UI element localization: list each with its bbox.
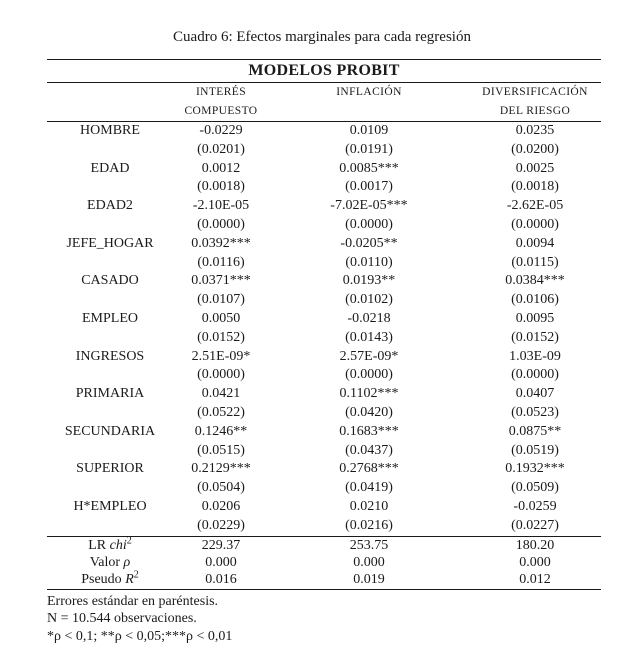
variable-row bbox=[47, 498, 601, 517]
coefficient-value: -2.62E-05 bbox=[506, 198, 564, 214]
variable-row bbox=[47, 160, 601, 179]
variable-label: HOMBRE bbox=[80, 123, 140, 138]
note-observations: N = 10.544 observaciones. bbox=[47, 611, 197, 627]
stderr-value: (0.0106) bbox=[511, 292, 559, 308]
coefficient-value: 0.0407 bbox=[515, 386, 555, 402]
coefficient-value: 0.0025 bbox=[515, 160, 555, 176]
column-header-inflacion: INFLACIÓN bbox=[336, 86, 402, 98]
summary-value: 229.37 bbox=[173, 536, 269, 554]
summary-label-prefix: LR bbox=[88, 537, 110, 553]
stderr-value: (0.0519) bbox=[511, 442, 559, 458]
coefficient-value: 0.0371*** bbox=[191, 273, 251, 289]
stderr-value: (0.0229) bbox=[197, 517, 245, 533]
regression-table bbox=[47, 59, 601, 590]
group-header-row bbox=[47, 60, 601, 83]
column-header-compuesto: COMPUESTO bbox=[173, 102, 269, 122]
stderr-value: (0.0018) bbox=[197, 179, 245, 195]
coefficient-value: -0.0218 bbox=[347, 310, 391, 326]
coefficient-value: 0.0012 bbox=[201, 160, 241, 176]
summary-value: 0.012 bbox=[519, 572, 551, 588]
stderr-value: (0.0107) bbox=[197, 292, 245, 308]
column-header-row-1 bbox=[47, 83, 601, 103]
stderr-row bbox=[47, 254, 601, 273]
stderr-value: (0.0115) bbox=[511, 254, 559, 270]
stderr-row bbox=[47, 366, 601, 385]
empty-cell bbox=[47, 141, 173, 160]
table-summary bbox=[47, 536, 601, 589]
stderr-value: (0.0504) bbox=[197, 480, 245, 496]
variable-row bbox=[47, 122, 601, 141]
stderr-value: (0.0515) bbox=[197, 442, 245, 458]
stderr-row bbox=[47, 517, 601, 536]
note-significance: *ρ < 0,1; **ρ < 0,05;***ρ < 0,01 bbox=[47, 628, 233, 644]
coefficient-value: 0.0384*** bbox=[505, 273, 565, 289]
coefficient-value: 0.0085*** bbox=[339, 160, 399, 176]
summary-label-superscript: 2 bbox=[126, 534, 132, 546]
stderr-row bbox=[47, 404, 601, 423]
coefficient-value: 0.0210 bbox=[349, 498, 389, 514]
coefficient-value: 0.0095 bbox=[515, 310, 555, 326]
stderr-value: (0.0000) bbox=[197, 367, 245, 383]
stderr-value: (0.0509) bbox=[511, 480, 559, 496]
note-std-errors: Errores estándar en paréntesis. bbox=[47, 593, 219, 609]
stderr-value: (0.0152) bbox=[197, 329, 245, 345]
stderr-row bbox=[47, 442, 601, 461]
column-header-empty bbox=[47, 102, 173, 122]
stderr-value: (0.0000) bbox=[345, 367, 393, 383]
variable-label: SECUNDARIA bbox=[64, 423, 156, 439]
coefficient-value: 2.51E-09* bbox=[191, 348, 251, 364]
coefficient-value: 0.1246** bbox=[194, 423, 248, 439]
coefficient-value: 0.0206 bbox=[201, 498, 241, 514]
empty-cell bbox=[47, 479, 173, 498]
empty-cell bbox=[47, 254, 173, 273]
column-header-blank bbox=[269, 102, 469, 122]
empty-cell bbox=[47, 329, 173, 348]
empty-cell bbox=[47, 442, 173, 461]
table-header bbox=[47, 60, 601, 122]
empty-cell bbox=[47, 366, 173, 385]
coefficient-value: -2.10E-05 bbox=[192, 198, 250, 214]
coefficient-value: 0.2129*** bbox=[191, 461, 251, 477]
stderr-value: (0.0420) bbox=[345, 404, 393, 420]
table-body bbox=[47, 122, 601, 537]
empty-cell bbox=[47, 178, 173, 197]
summary-label bbox=[47, 554, 173, 571]
column-header-empty bbox=[47, 83, 173, 103]
variable-row bbox=[47, 197, 601, 216]
summary-label-prefix: Valor bbox=[89, 554, 124, 570]
variable-row bbox=[47, 235, 601, 254]
variable-label: INGRESOS bbox=[75, 348, 145, 364]
stderr-value: (0.0102) bbox=[345, 292, 393, 308]
summary-label-italic: R bbox=[125, 572, 134, 588]
summary-value: 253.75 bbox=[269, 536, 469, 554]
stderr-value: (0.0000) bbox=[511, 216, 559, 232]
variable-label: EDAD bbox=[90, 160, 130, 176]
summary-label-italic: chi bbox=[109, 537, 127, 553]
stderr-value: (0.0437) bbox=[345, 442, 393, 458]
variable-row bbox=[47, 423, 601, 442]
summary-label bbox=[47, 536, 173, 554]
variable-label: JEFE_HOGAR bbox=[66, 235, 154, 251]
stderr-value: (0.0018) bbox=[511, 179, 559, 195]
stderr-row bbox=[47, 141, 601, 160]
coefficient-value: 0.1683*** bbox=[339, 423, 399, 439]
empty-cell bbox=[47, 517, 173, 536]
summary-value: 0.016 bbox=[205, 572, 237, 588]
variable-row bbox=[47, 460, 601, 479]
coefficient-value: -0.0259 bbox=[513, 498, 557, 514]
stderr-row bbox=[47, 291, 601, 310]
coefficient-value: 0.0421 bbox=[201, 386, 241, 402]
stderr-row bbox=[47, 178, 601, 197]
coefficient-value: 0.2768*** bbox=[339, 461, 399, 477]
stderr-value: (0.0017) bbox=[345, 179, 393, 195]
summary-value: 180.20 bbox=[469, 536, 601, 554]
coefficient-value: 0.1102*** bbox=[339, 386, 399, 402]
stderr-value: (0.0000) bbox=[345, 216, 393, 232]
stderr-value: (0.0523) bbox=[511, 404, 559, 420]
summary-value: 0.000 bbox=[205, 554, 237, 570]
coefficient-value: 1.03E-09 bbox=[509, 348, 561, 364]
coefficient-value: 0.0875** bbox=[508, 423, 562, 439]
column-header-row-2 bbox=[47, 102, 601, 122]
coefficient-value: 0.0235 bbox=[515, 123, 555, 138]
stderr-value: (0.0522) bbox=[197, 404, 245, 420]
coefficient-value: 0.0193** bbox=[342, 273, 396, 289]
stderr-row bbox=[47, 329, 601, 348]
stderr-value: (0.0000) bbox=[511, 367, 559, 383]
variable-label: EDAD2 bbox=[87, 198, 133, 214]
summary-value: 0.000 bbox=[353, 554, 385, 570]
empty-cell bbox=[47, 404, 173, 423]
coefficient-value: -0.0229 bbox=[199, 123, 243, 138]
variable-row bbox=[47, 348, 601, 367]
stderr-value: (0.0152) bbox=[511, 329, 559, 345]
group-header-modelos-probit: MODELOS PROBIT bbox=[47, 60, 601, 83]
coefficient-value: 0.0109 bbox=[349, 123, 389, 138]
summary-value: 0.000 bbox=[519, 554, 551, 570]
summary-row bbox=[47, 536, 601, 554]
column-header-diversificacion: DIVERSIFICACIÓN bbox=[482, 86, 588, 98]
summary-label-superscript: 2 bbox=[133, 569, 139, 581]
variable-label: CASADO bbox=[81, 273, 139, 289]
variable-label: PRIMARIA bbox=[75, 386, 145, 402]
stderr-value: (0.0191) bbox=[345, 141, 393, 157]
stderr-value: (0.0000) bbox=[197, 216, 245, 232]
stderr-value: (0.0110) bbox=[345, 254, 393, 270]
stderr-value: (0.0116) bbox=[197, 254, 245, 270]
stderr-value: (0.0216) bbox=[345, 517, 393, 533]
coefficient-value: -7.02E-05*** bbox=[330, 198, 408, 214]
summary-label bbox=[47, 571, 173, 589]
table-notes bbox=[47, 593, 644, 645]
variable-label: EMPLEO bbox=[82, 310, 138, 326]
stderr-value: (0.0419) bbox=[345, 480, 393, 496]
stderr-value: (0.0200) bbox=[511, 141, 559, 157]
variable-row bbox=[47, 310, 601, 329]
stderr-row bbox=[47, 479, 601, 498]
summary-row bbox=[47, 571, 601, 589]
variable-label: SUPERIOR bbox=[76, 461, 144, 477]
summary-label-prefix: Pseudo bbox=[81, 572, 126, 588]
coefficient-value: -0.0205** bbox=[340, 235, 398, 251]
variable-row bbox=[47, 272, 601, 291]
coefficient-value: 0.0094 bbox=[515, 235, 555, 251]
stderr-value: (0.0201) bbox=[197, 141, 245, 157]
coefficient-value: 0.0392*** bbox=[191, 235, 251, 251]
stderr-value: (0.0227) bbox=[511, 517, 559, 533]
column-header-interes: INTERÉS bbox=[195, 86, 247, 98]
column-header-del-riesgo: DEL RIESGO bbox=[469, 102, 601, 122]
empty-cell bbox=[47, 216, 173, 235]
empty-cell bbox=[47, 291, 173, 310]
coefficient-value: 0.0050 bbox=[201, 310, 241, 326]
coefficient-value: 0.1932*** bbox=[505, 461, 565, 477]
variable-row bbox=[47, 385, 601, 404]
summary-row bbox=[47, 554, 601, 571]
coefficient-value: 2.57E-09* bbox=[339, 348, 399, 364]
table-caption: Cuadro 6: Efectos marginales para cada regresión bbox=[173, 29, 471, 45]
stderr-value: (0.0143) bbox=[345, 329, 393, 345]
stderr-row bbox=[47, 216, 601, 235]
summary-value: 0.019 bbox=[353, 572, 385, 588]
variable-label: H*EMPLEO bbox=[73, 498, 147, 514]
summary-label-italic: ρ bbox=[123, 554, 131, 570]
